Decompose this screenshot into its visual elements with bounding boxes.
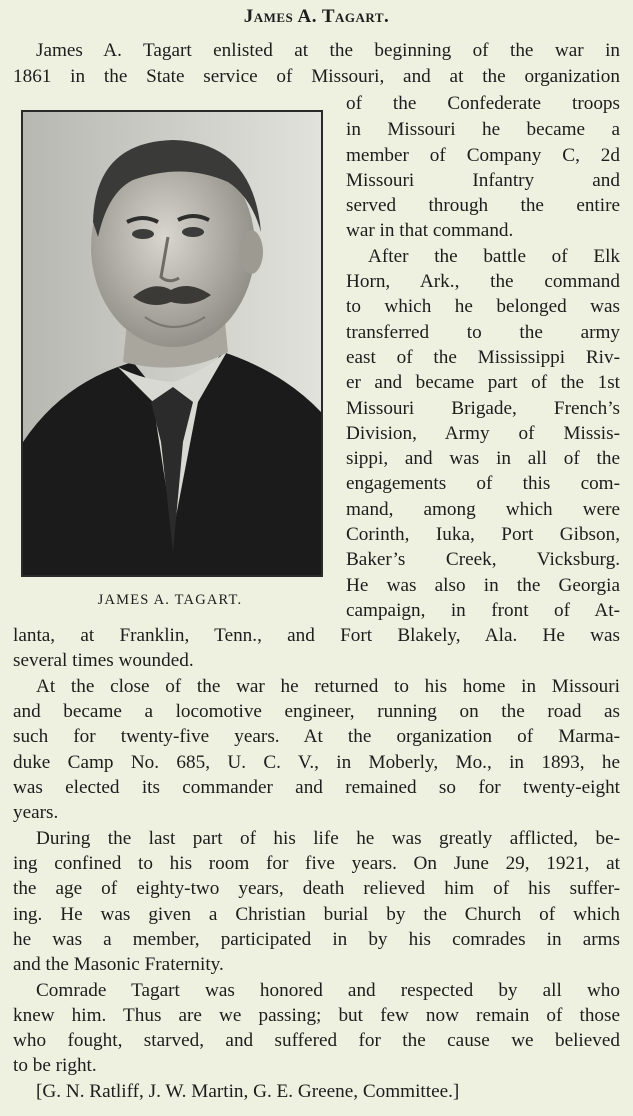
- paragraph-line: lanta, at Franklin, Tenn., and Fort Blakely, Ala. He was: [13, 625, 620, 646]
- paragraph-line: campaign, in front of At-: [346, 600, 620, 621]
- paragraph-line: and became a locomotive engineer, running on the road as: [13, 701, 620, 722]
- paragraph-line: ing confined to his room for five years. On June 29, 1921, at: [13, 853, 620, 874]
- paragraph-line: to which he belonged was: [346, 296, 620, 317]
- paragraph-line: east of the Mississippi Riv-: [346, 347, 620, 368]
- photo-caption: JAMES A. TAGART.: [97, 592, 243, 608]
- paragraph-line: Corinth, Iuka, Port Gibson,: [346, 524, 620, 545]
- paragraph-line: several times wounded.: [13, 650, 194, 671]
- paragraph-line: to be right.: [13, 1055, 97, 1076]
- paragraph-line: served through the entire: [346, 195, 620, 216]
- portrait-photo: [21, 110, 323, 577]
- paragraph-line: James A. Tagart enlisted at the beginning of the war in: [36, 40, 620, 61]
- portrait-illustration: [23, 112, 321, 575]
- paragraph-line: such for twenty-five years. At the organization of Marma-: [13, 726, 620, 747]
- paragraph-line: transferred to the army: [346, 322, 620, 343]
- paragraph-line: and the Masonic Fraternity.: [13, 954, 224, 975]
- paragraph-line: he was a member, participated in by his comrades in arms: [13, 929, 620, 950]
- paragraph-line: Comrade Tagart was honored and respected by all who: [36, 980, 620, 1001]
- paragraph-line: of the Confederate troops: [346, 93, 620, 114]
- paragraph-line: the age of eighty-two years, death relieved him of his suffer-: [13, 878, 620, 899]
- paragraph-line: ing. He was given a Christian burial by the Church of which: [13, 904, 620, 925]
- paragraph-line: Missouri Brigade, French’s: [346, 398, 620, 419]
- paragraph-line: in Missouri he became a: [346, 119, 620, 140]
- paragraph-line: After the battle of Elk: [368, 246, 620, 267]
- signature-line: [G. N. Ratliff, J. W. Martin, G. E. Greene, Committee.]: [36, 1081, 460, 1102]
- paragraph-line: During the last part of his life he was greatly afflicted, be-: [36, 828, 620, 849]
- paragraph-line: Division, Army of Missis-: [346, 423, 620, 444]
- paragraph-line: was elected its commander and remained so for twenty-eight: [13, 777, 620, 798]
- paragraph-line: Baker’s Creek, Vicksburg.: [346, 549, 620, 570]
- paragraph-line: Horn, Ark., the command: [346, 271, 620, 292]
- paragraph-line: At the close of the war he returned to his home in Missouri: [36, 676, 620, 697]
- paragraph-line: duke Camp No. 685, U. C. V., in Moberly, Mo., in 1893, he: [13, 752, 620, 773]
- paragraph-line: years.: [13, 802, 59, 823]
- paragraph-line: er and became part of the 1st: [346, 372, 620, 393]
- paragraph-line: mand, among which were: [346, 499, 620, 520]
- paragraph-line: He was also in the Georgia: [346, 575, 620, 596]
- paragraph-line: war in that command.: [346, 220, 514, 241]
- paragraph-line: Missouri Infantry and: [346, 170, 620, 191]
- paragraph-line: engagements of this com-: [346, 473, 620, 494]
- paragraph-line: member of Company C, 2d: [346, 145, 620, 166]
- article-title: James A. Tagart.: [243, 6, 390, 27]
- paragraph-line: 1861 in the State service of Missouri, and at the organization: [13, 66, 620, 87]
- paragraph-line: sippi, and was in all of the: [346, 448, 620, 469]
- paragraph-line: knew him. Thus are we passing; but few now remain of those: [13, 1005, 620, 1026]
- paragraph-line: who fought, starved, and suffered for the cause we believed: [13, 1030, 620, 1051]
